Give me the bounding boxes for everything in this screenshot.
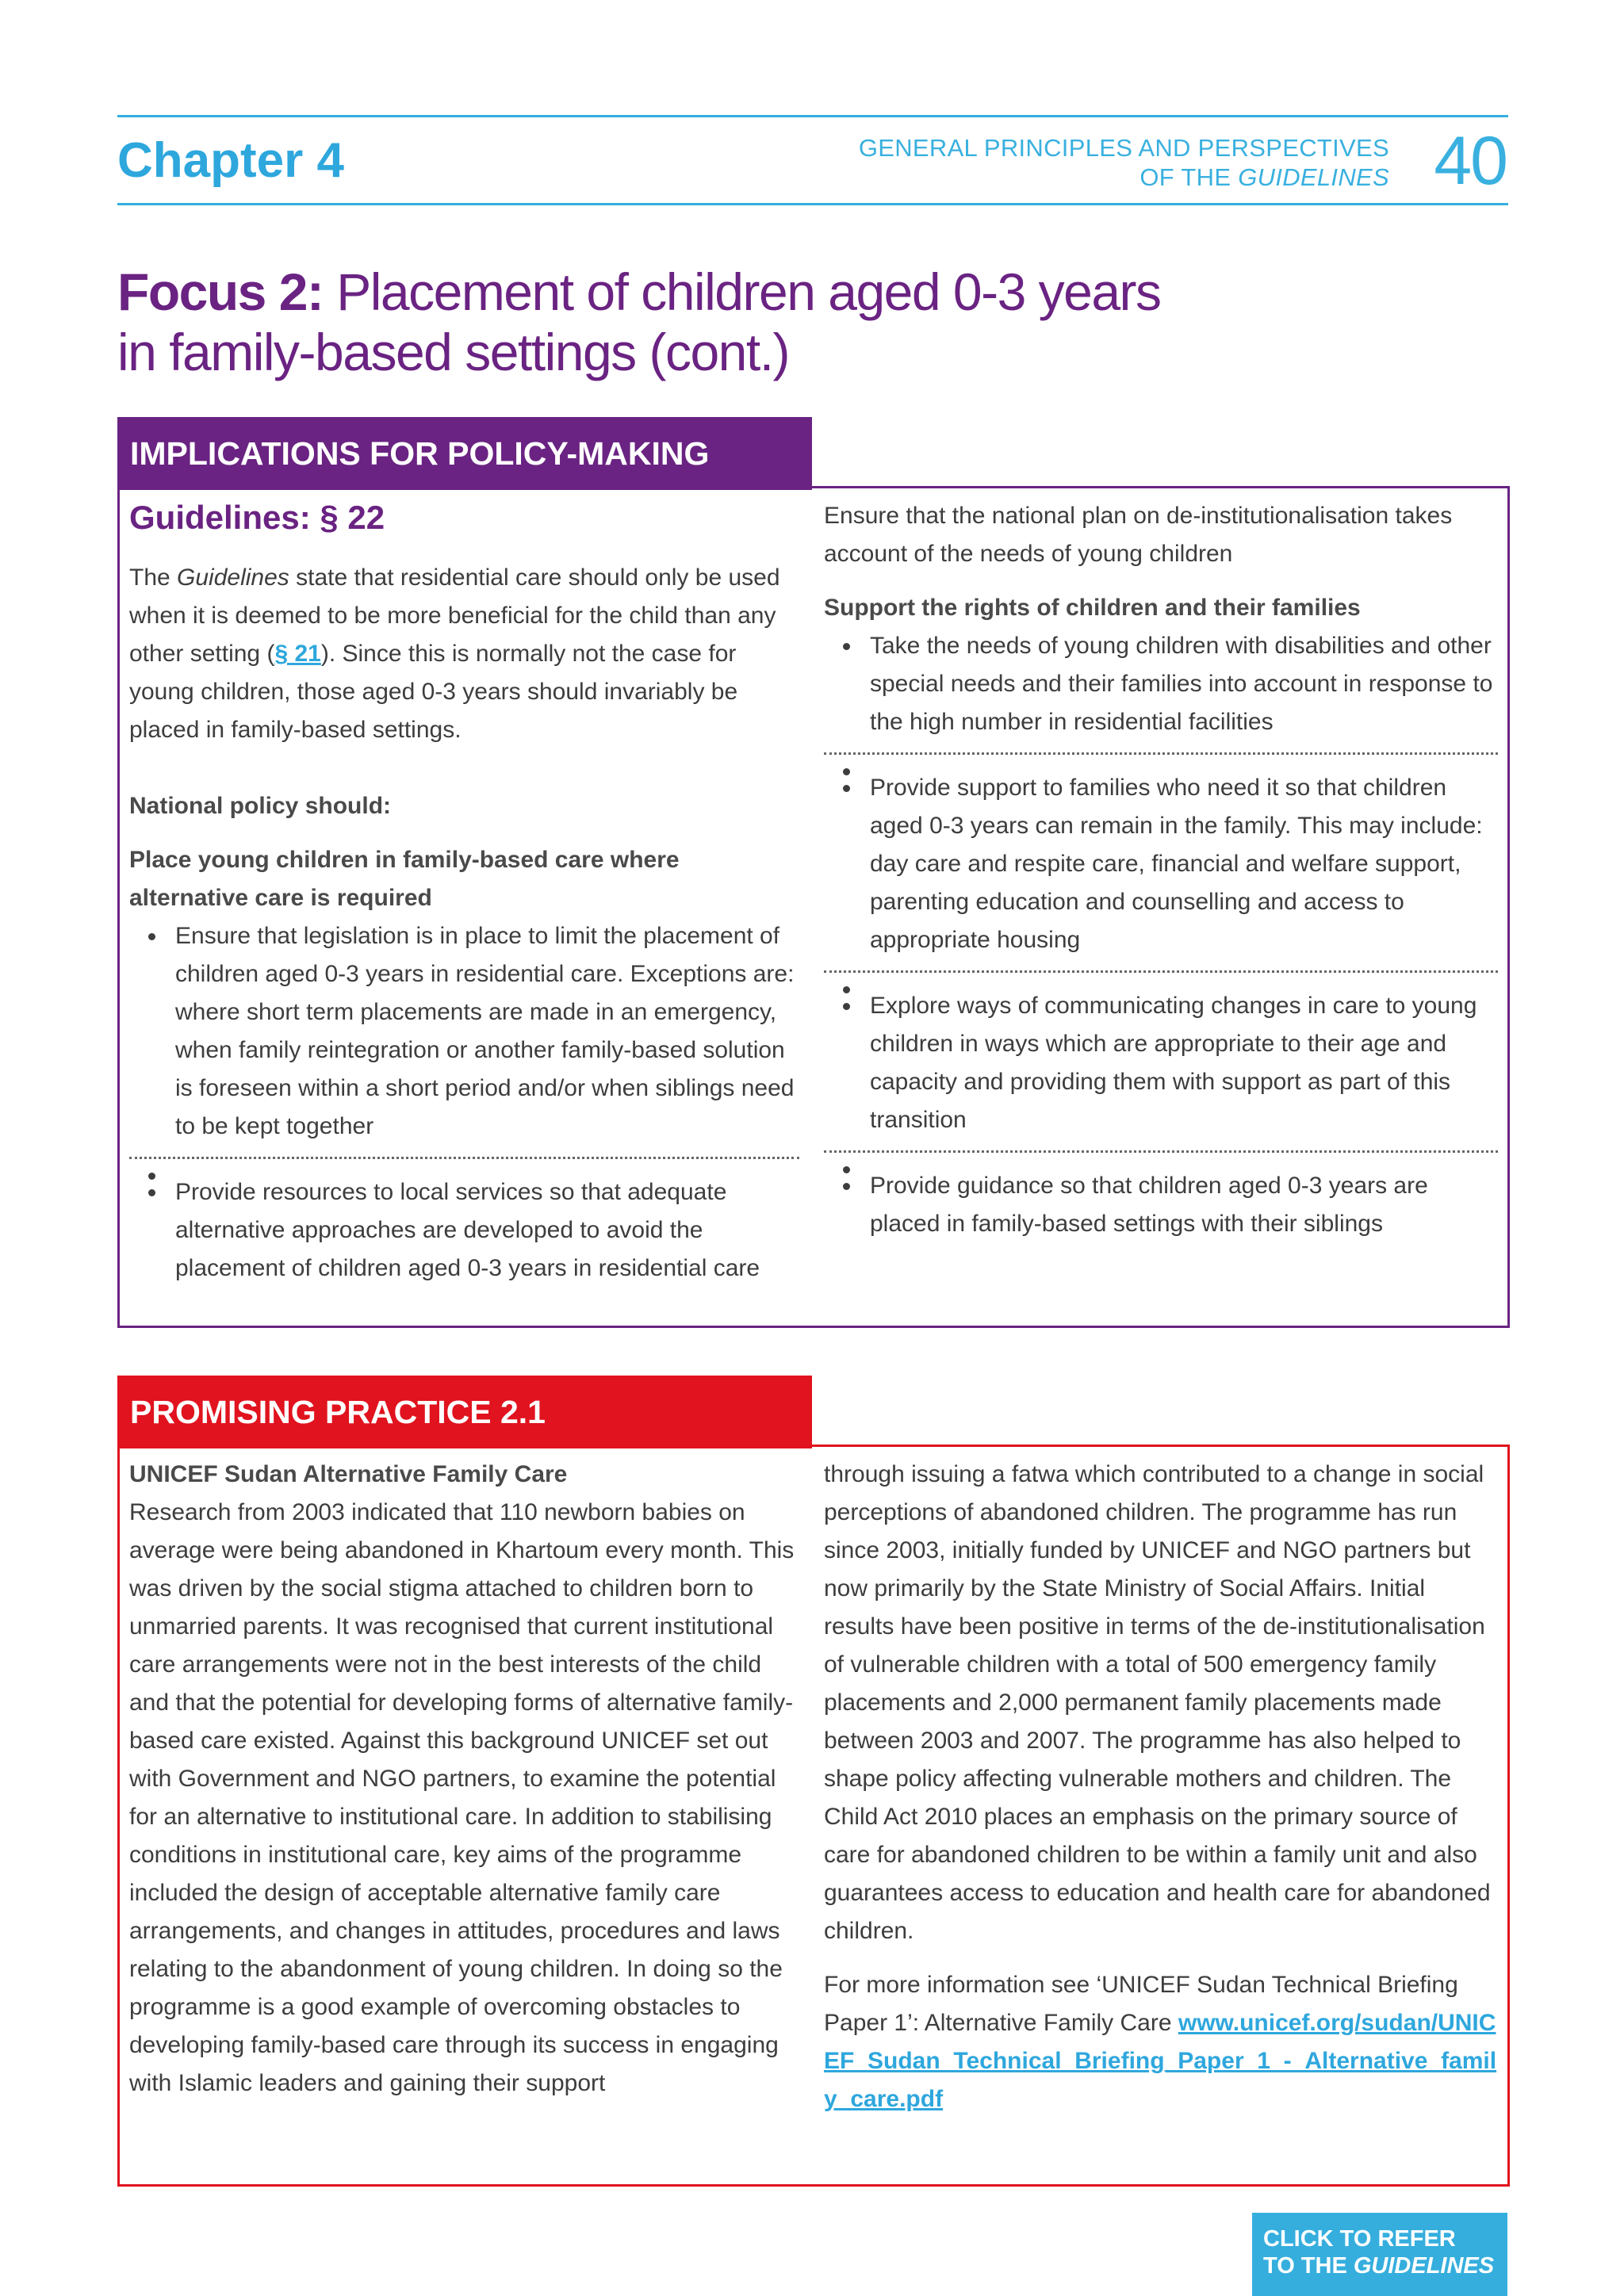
policy-tab: IMPLICATIONS FOR POLICY-MAKING <box>117 417 812 490</box>
practice-left-text: Research from 2003 indicated that 110 newborn babies on average were being abandoned in Khartoum every month. This was driven by the social stigma attached to children born to unmarried parents. It was recognised that current institutional care arrangements were not in the best interests of the child and that the potential for developing forms of alternative family-based care existed. Against this background UNICEF set out with Government and NGO partners, to examine the potential for an alternative to institutional care. In addition to stabilising conditions in institutional care, key aims of the programme included the design of acceptable alternative family care arrangements, and changes in attitudes, procedures and laws relating to the abandonment of young children. In doing so the programme is a good example of overcoming obstacles to developing family-based care through its success in engaging with Islamic leaders and gaining their support <box>129 1499 795 2096</box>
refer-italic: GUIDELINES <box>1353 2253 1495 2279</box>
refer-line1: CLICK TO REFER <box>1263 2226 1456 2252</box>
title-rest: Placement of children aged 0-3 years <box>323 262 1161 321</box>
intro-italic: Guidelines <box>177 564 289 591</box>
policy-left-column <box>129 497 799 1288</box>
left-bullet-1: Ensure that legislation is in place to limit the placement of children aged 0-3 years in residential care. Exceptions are: where short term placements are made in an emergency, when family reintegration or another family-based solution is foreseen within a short period and/or when siblings need to be kept together <box>129 917 799 1146</box>
page-title <box>117 262 1161 382</box>
place-heading: Place young children in family-based care where alternative care is required <box>129 847 680 911</box>
right-bullet-2: Provide support to families who need it so that children aged 0-3 years can remain in the family. This may include: day care and respite care, financial and welfare support, parenting education and counselling and access to appropriate housing <box>824 769 1498 959</box>
title-line2: in family-based settings (cont.) <box>117 323 790 381</box>
practice-right-column <box>824 1456 1498 2118</box>
intro-post: ). Since this is normally not the case for young children, those aged 0-3 years should invariably be placed in family-based settings. <box>129 641 738 743</box>
practice-right-text: through issuing a fatwa which contributed to a change in social perceptions of abandoned children. The programme has run since 2003, initially funded by UNICEF and NGO partners but now primarily by the State Ministry of Social Affairs. Initial results have been positive in terms of the de-institutionalisation of vulnerable children with a total of 500 emergency family placements and 2,000 permanent family placements made between 2003 and 2007. The programme has also helped to shape policy affecting vulnerable mothers and children. The Child Act 2010 places an emphasis on the primary source of care for abandoned children to be within a family unit and also guarantees access to education and health care for abandoned children. <box>824 1461 1491 1944</box>
intro-mid: state that residential care should only be used when it is deemed to be more beneficial for the child than any other setting ( <box>129 564 780 667</box>
refer-prefix: TO THE <box>1263 2253 1354 2279</box>
section-title <box>859 133 1389 192</box>
more-info-text: For more information see ‘UNICEF Sudan Technical Briefing Paper 1’: Alternative Family Care <box>824 1972 1458 2036</box>
section-title-prefix: OF THE <box>1139 163 1239 191</box>
practice-tab: PROMISING PRACTICE 2.1 <box>117 1376 812 1448</box>
support-heading: Support the rights of children and their families <box>824 595 1361 621</box>
guidelines-heading: Guidelines: § 22 <box>129 499 385 536</box>
intro-pre: The <box>129 564 178 591</box>
right-sep-3 <box>824 1150 1498 1153</box>
section-title-line2 <box>859 163 1389 192</box>
right-sep-1 <box>824 752 1498 755</box>
section-title-line1: GENERAL PRINCIPLES AND PERSPECTIVES <box>858 134 1389 162</box>
left-bullet-list <box>129 917 799 1288</box>
unicef-report-link[interactable]: www.unicef.org/sudan/UNICEF_Sudan_Technical_Briefing_Paper_1_-_Alternative_family_care.pdf <box>824 2010 1497 2112</box>
national-policy-label: National policy should: <box>129 793 392 819</box>
left-bullet-2: Provide resources to local services so that adequate alternative approaches are developed to avoid the placement of children aged 0-3 years in residential care <box>129 1173 799 1288</box>
header-top-rule <box>117 115 1508 117</box>
right-bullet-list <box>824 627 1498 1243</box>
title-bold: Focus 2: <box>117 262 324 321</box>
left-bullet-sep <box>129 1157 799 1159</box>
section-title-italic: GUIDELINES <box>1238 163 1389 191</box>
page-number: 40 <box>1434 123 1507 199</box>
header-bottom-rule <box>117 203 1508 205</box>
chapter-label: Chapter 4 <box>117 133 344 188</box>
policy-intro <box>129 559 799 749</box>
right-bullet-4: Provide guidance so that children aged 0-3 years are placed in family-based settings with their siblings <box>824 1167 1498 1243</box>
practice-left-column <box>129 1456 807 2103</box>
right-bullet-1: Take the needs of young children with disabilities and other special needs and their families into account in response to the high number in residential facilities <box>824 627 1498 741</box>
more-info <box>824 1966 1498 2118</box>
refer-guidelines-button[interactable] <box>1252 2213 1507 2296</box>
right-intro: Ensure that the national plan on de-institutionalisation takes account of the needs of young children <box>824 503 1453 567</box>
refer-line2 <box>1263 2252 1507 2279</box>
guidelines-21-link[interactable]: § 21 <box>274 641 321 667</box>
practice-heading: UNICEF Sudan Alternative Family Care <box>129 1461 568 1487</box>
right-bullet-3: Explore ways of communicating changes in care to young children in ways which are appropriate to their age and capacity and providing them with support as part of this transition <box>824 987 1498 1139</box>
right-sep-2 <box>824 970 1498 973</box>
policy-right-column <box>824 497 1498 1243</box>
